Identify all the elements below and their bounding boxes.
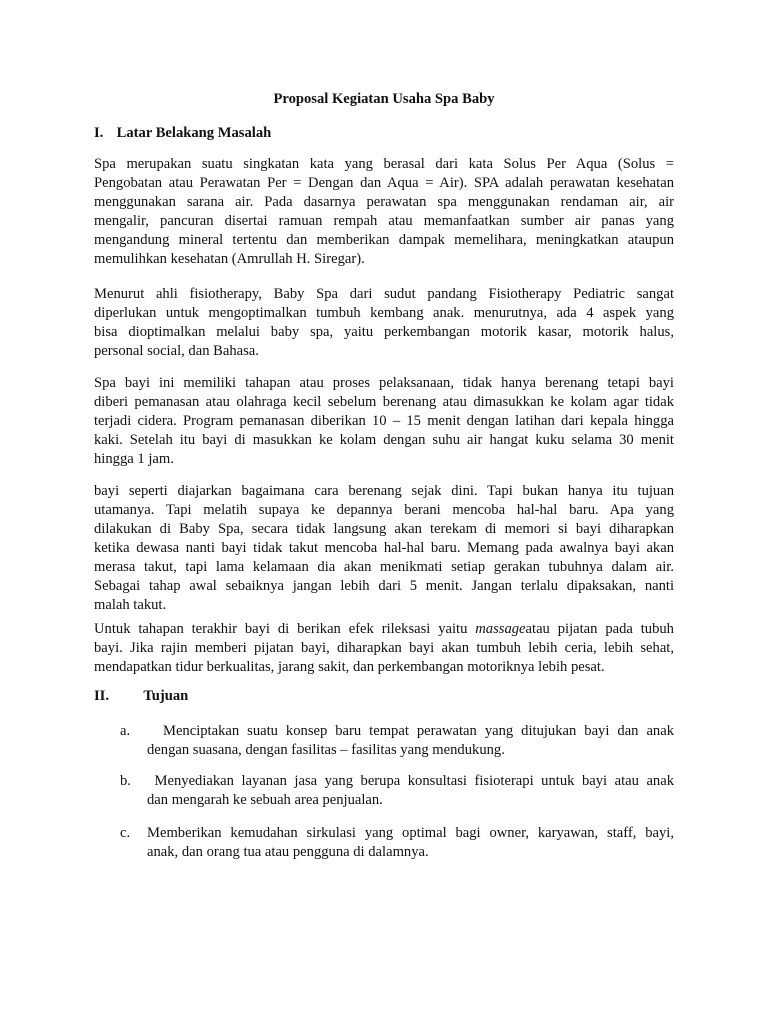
- section-2-heading: [94, 688, 188, 705]
- list-item-label: a.: [120, 723, 131, 739]
- list-item-line: Menciptakan suatu konsep baru tempat perawatan yang ditujukan bayi dan anak: [147, 723, 674, 739]
- paragraph-line: utamanya. Tapi melatih supaya ke depannya berani mencoba hal-hal baru. Apa yang: [94, 502, 674, 518]
- paragraph-line: Sebagai tahap awal sebaiknya jangan lebih dari 5 menit. Jangan terlalu dipaksakan, nanti: [94, 578, 674, 594]
- section-2-number: II.: [94, 688, 110, 704]
- list-item-line: dan mengarah ke sebuah area penjualan.: [147, 792, 383, 808]
- paragraph-line: bisa dioptimalkan melalui baby spa, yaitu perkembangan motorik kasar, motorik halus,: [94, 324, 674, 340]
- list-item-text: [147, 824, 674, 862]
- paragraph-line: personal social, dan Bahasa.: [94, 343, 259, 359]
- paragraph-3: [94, 374, 674, 469]
- list-item-text: [147, 772, 674, 810]
- section-1-heading: [94, 125, 271, 142]
- list-item-label: b.: [120, 773, 131, 789]
- list-item-line: Menyediakan layanan jasa yang berupa konsultasi fisioterapi untuk bayi atau anak: [147, 773, 674, 789]
- paragraph-1: [94, 155, 674, 269]
- paragraph-line: malah takut.: [94, 597, 167, 613]
- paragraph-line: Pengobatan atau Perawatan Per = Dengan dan Aqua = Air). SPA adalah perawatan kesehatan: [94, 175, 674, 191]
- paragraph-line: dilakukan di Baby Spa, secara tidak langsung akan terekam di memori si bayi diharapkan: [94, 521, 674, 537]
- document-title: Proposal Kegiatan Usaha Spa Baby: [273, 91, 495, 107]
- list-item-line: anak, dan orang tua atau pengguna di dalamnya.: [147, 844, 429, 860]
- paragraph-line: bayi seperti diajarkan bagaimana cara berenang sejak dini. Tapi bukan hanya itu tujuan: [94, 483, 674, 499]
- paragraph-line: terjadi cidera. Program pemanasan diberikan 10 – 15 menit dengan latihan dari kepala hingga: [94, 413, 674, 429]
- paragraph-line: ketika dewasa nanti bayi tidak takut mencoba hal-hal baru. Memang pada awalnya bayi akan: [94, 540, 674, 556]
- paragraph-line: diberi pemanasan atau olahraga kecil sebelum berenang atau dimasukkan ke kolam agar tidak: [94, 394, 674, 410]
- list-item-line: dengan suasana, dengan fasilitas – fasilitas yang mendukung.: [147, 742, 505, 758]
- paragraph-2: [94, 285, 674, 361]
- section-2-title: Tujuan: [143, 688, 189, 704]
- paragraph-line: Menurut ahli fisiotherapy, Baby Spa dari sudut pandang Fisiotherapy Pediatric sangat: [94, 286, 674, 302]
- paragraph-line: hingga 1 jam.: [94, 451, 174, 467]
- paragraph-line: mengalir, pancuran disertai ramuan rempah atau memanfaatkan sumber air panas yang: [94, 213, 674, 229]
- section-1-title: Latar Belakang Masalah: [116, 125, 272, 141]
- paragraph-5: [94, 620, 674, 677]
- paragraph-text: Untuk tahapan terakhir bayi di berikan efek rileksasi yaitu: [94, 621, 476, 637]
- paragraph-line: Spa bayi ini memiliki tahapan atau proses pelaksanaan, tidak hanya berenang tetapi bayi: [94, 375, 674, 391]
- paragraph-line: [94, 620, 674, 639]
- paragraph-4: [94, 482, 674, 615]
- section-1-number: I.: [94, 125, 104, 141]
- paragraph-line: bayi. Jika rajin memberi pijatan bayi, diharapkan bayi akan tumbuh lebih ceria, lebih sehat,: [94, 640, 674, 656]
- paragraph-line: mendapatkan tidur berkualitas, jarang sakit, dan perkembangan motoriknya lebih pesat.: [94, 659, 605, 675]
- paragraph-line: kaki. Setelah itu bayi di masukkan ke kolam dengan suhu air hangat kuku selama 30 menit: [94, 432, 674, 448]
- list-item-label: c.: [120, 825, 131, 841]
- paragraph-line: diperlukan untuk mengoptimalkan tumbuh kembang anak. menurutnya, ada 4 aspek yang: [94, 305, 674, 321]
- paragraph-text: atau pijatan pada tubuh: [525, 621, 674, 637]
- massage-term: massage: [475, 621, 526, 637]
- paragraph-line: memulihkan kesehatan (Amrullah H. Siregar).: [94, 251, 365, 267]
- paragraph-line: mengandung mineral tertentu dan memberikan dampak memelihara, meningkatkan ataupun: [94, 232, 674, 248]
- paragraph-line: Spa merupakan suatu singkatan kata yang berasal dari kata Solus Per Aqua (Solus =: [94, 156, 674, 172]
- paragraph-line: merasa takut, tapi lama kelamaan dia akan menikmati setiap gerakan tubuhnya dalam air.: [94, 559, 674, 575]
- list-item-text: [147, 722, 674, 760]
- paragraph-line: menggunakan sarana air. Pada dasarnya perawatan spa menggunakan rendaman air, air: [94, 194, 674, 210]
- list-item-line: Memberikan kemudahan sirkulasi yang optimal bagi owner, karyawan, staff, bayi,: [147, 825, 674, 841]
